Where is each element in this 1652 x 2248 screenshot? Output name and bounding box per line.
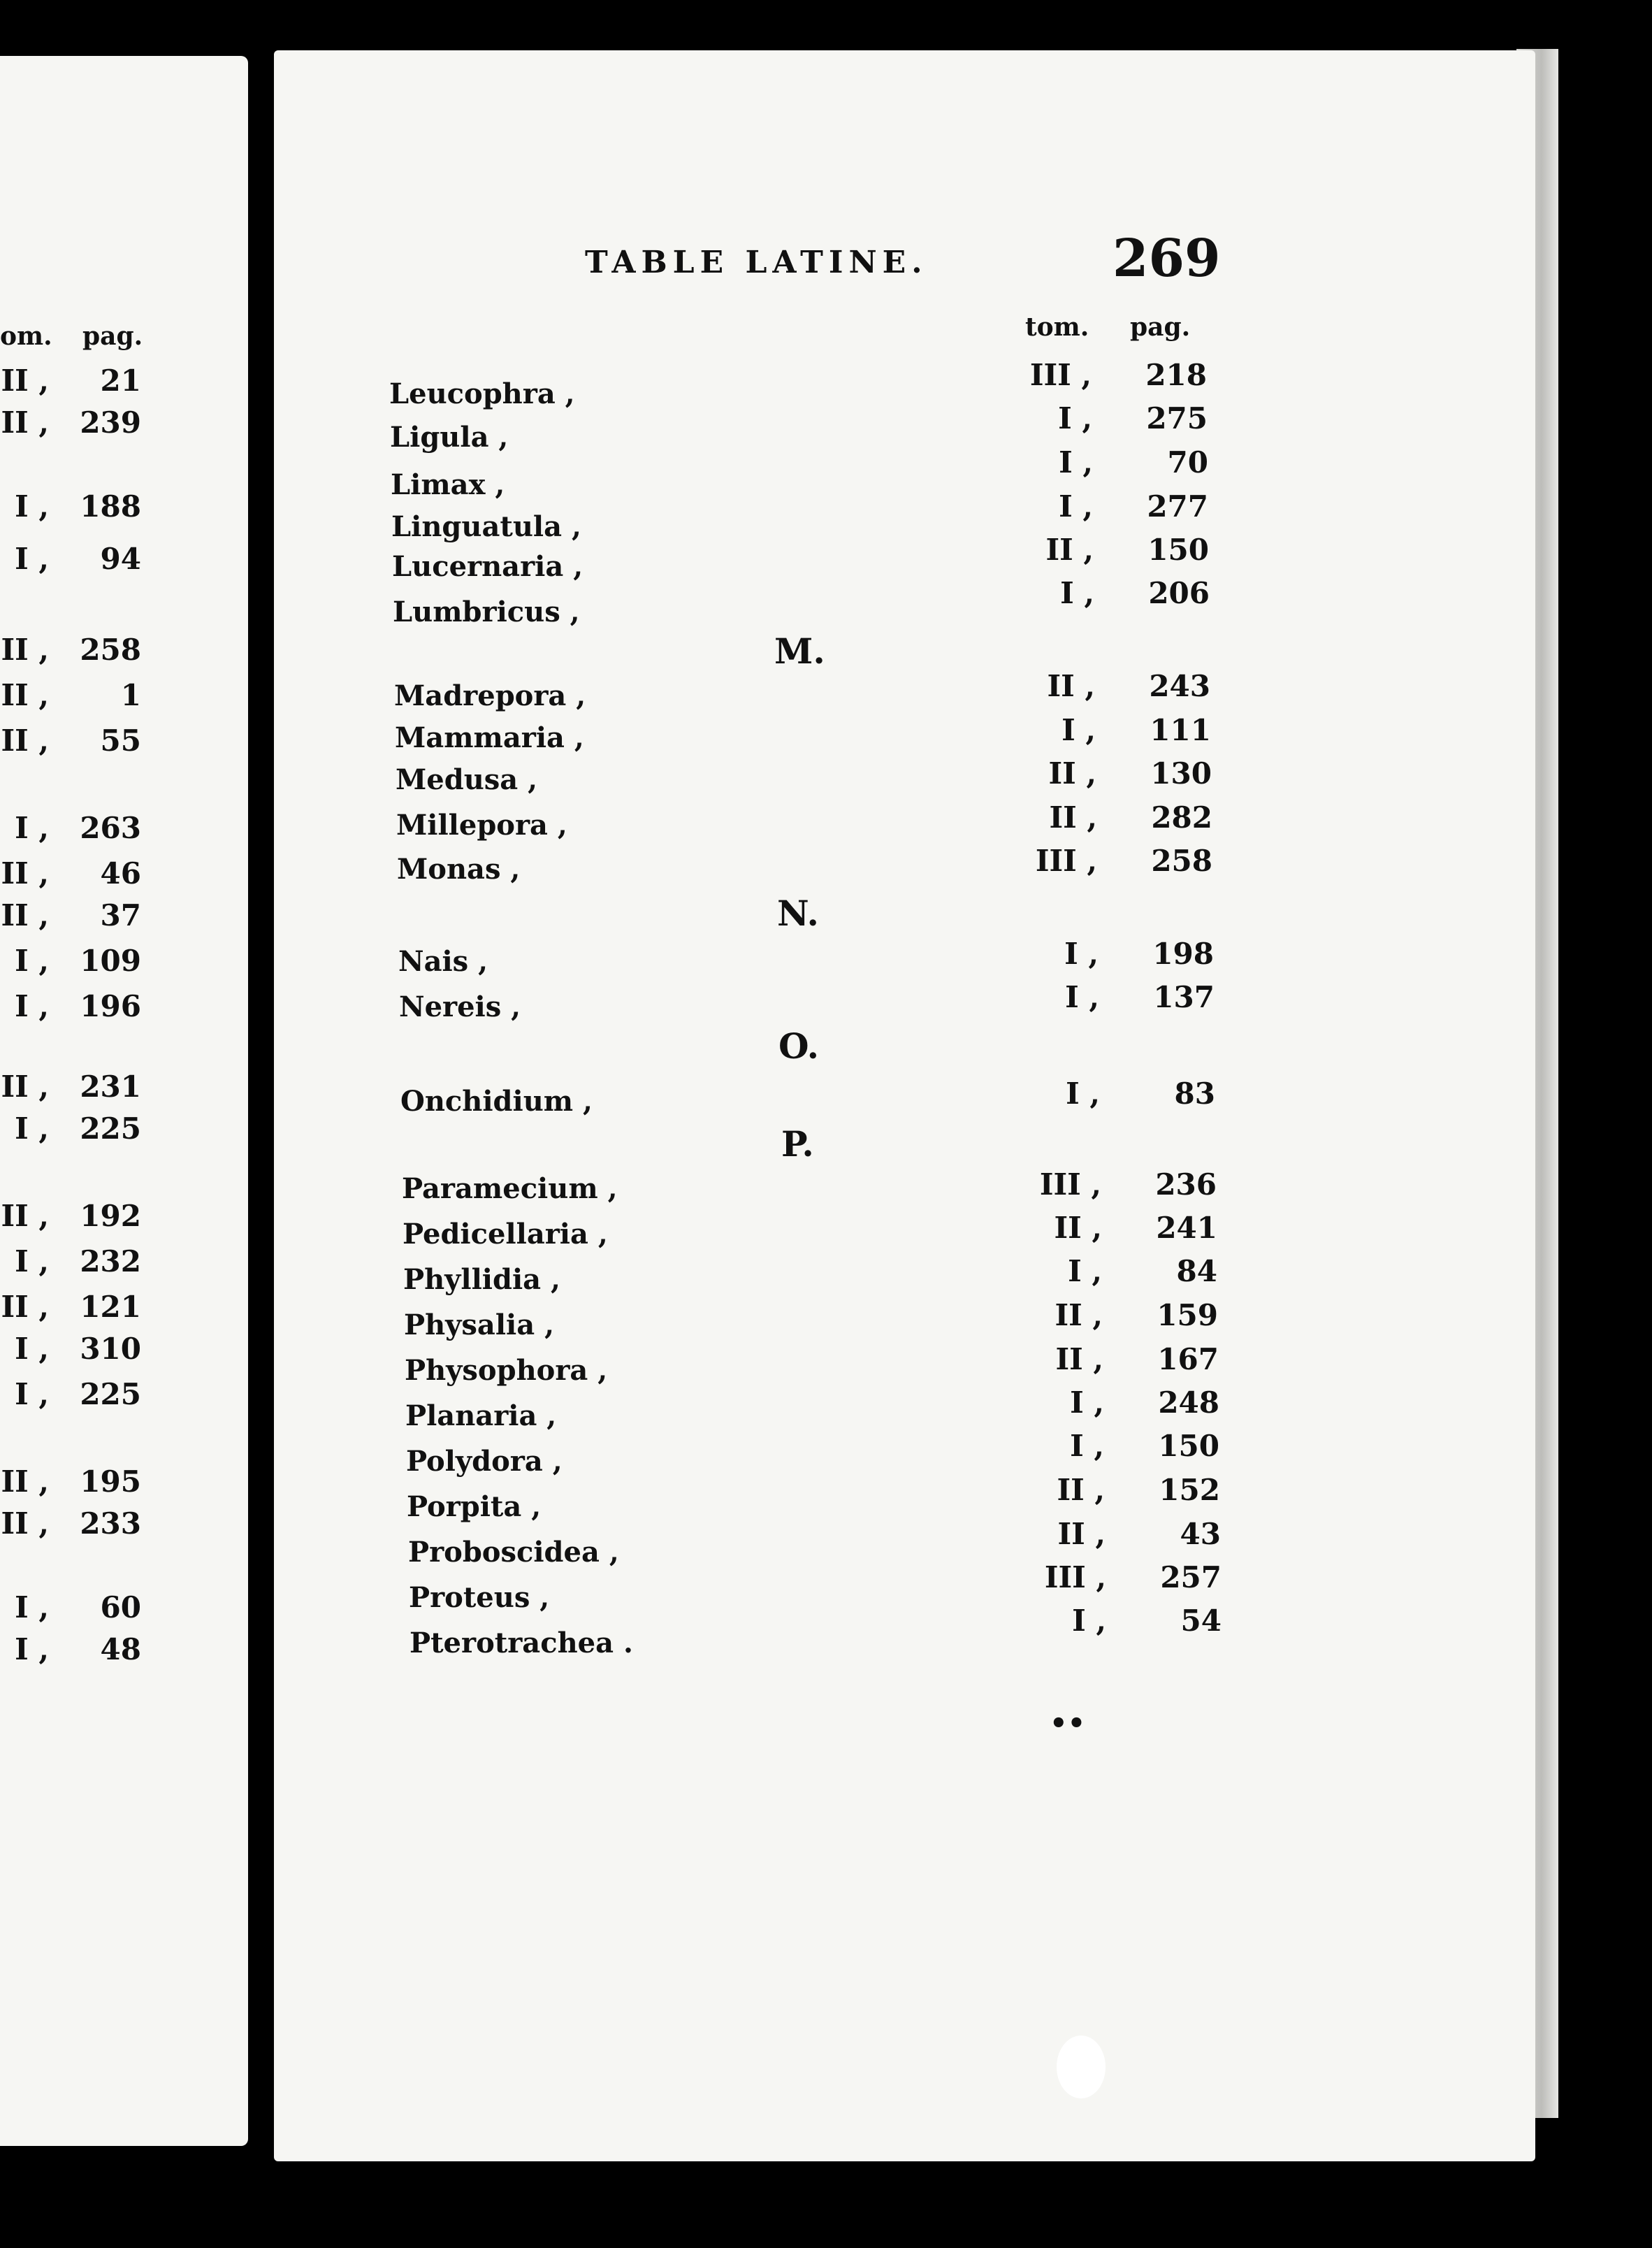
left-entry-tom: I , — [15, 1332, 49, 1366]
left-entry-tom: I , — [15, 811, 49, 845]
entry-pag: 43 — [1180, 1517, 1221, 1551]
left-entry-pag: 225 — [80, 1111, 141, 1146]
page-number: 269 — [1113, 229, 1221, 289]
entry-pag: 277 — [1147, 489, 1208, 524]
entry-tom: III , — [1044, 1560, 1106, 1594]
footer-mark: •• — [1050, 1707, 1086, 1740]
right-page — [274, 50, 1535, 2161]
left-entry-tom: II , — [1, 898, 49, 932]
entry-name: Millepora , — [396, 809, 567, 842]
entry-name: Pterotrachea . — [410, 1627, 633, 1659]
entry-name: Physalia , — [404, 1309, 554, 1341]
entry-name: Lucernaria , — [392, 550, 584, 583]
left-entry-tom: I , — [15, 489, 49, 524]
section-o: O. — [778, 1025, 820, 1067]
entry-pag: 150 — [1158, 1429, 1219, 1463]
entry-name: Linguatula , — [391, 510, 581, 543]
entry-name: Madrepora , — [394, 679, 586, 712]
entry-tom: II , — [1049, 800, 1097, 835]
entry-pag: 241 — [1156, 1211, 1217, 1245]
entry-tom: I , — [1059, 445, 1093, 480]
entry-name: Physophora , — [405, 1354, 608, 1387]
left-entry-tom: II , — [1, 1506, 49, 1541]
paper-blemish — [1057, 2036, 1106, 2098]
left-page — [0, 56, 248, 2146]
entry-tom: I , — [1068, 1254, 1102, 1288]
left-entry-pag: 195 — [80, 1464, 141, 1499]
entry-name: Paramecium , — [402, 1172, 618, 1205]
entry-tom: II , — [1054, 1211, 1102, 1245]
entry-tom: II , — [1048, 756, 1096, 791]
left-entry-tom: II , — [1, 405, 49, 440]
entry-tom: I , — [1065, 980, 1099, 1014]
left-entry-pag: 1 — [120, 678, 141, 712]
entry-pag: 137 — [1153, 980, 1215, 1014]
left-entry-tom: II , — [1, 723, 49, 758]
entry-pag: 198 — [1152, 937, 1214, 971]
left-entry-pag: 233 — [80, 1506, 141, 1541]
entry-pag: 54 — [1180, 1604, 1222, 1638]
entry-name: Proboscidea , — [408, 1536, 619, 1569]
entry-pag: 218 — [1145, 358, 1207, 392]
entry-tom: I , — [1059, 489, 1093, 524]
entry-tom: II , — [1045, 533, 1094, 567]
entry-name: Mammaria , — [395, 721, 584, 754]
left-entry-pag: 239 — [80, 405, 141, 440]
left-entry-pag: 263 — [80, 811, 141, 845]
left-entry-tom: II , — [1, 856, 49, 891]
left-entry-pag: 21 — [100, 363, 141, 398]
entry-pag: 83 — [1174, 1076, 1215, 1111]
left-entry-tom: II , — [1, 1464, 49, 1499]
left-entry-tom: I , — [15, 1377, 49, 1411]
entry-tom: I , — [1070, 1429, 1104, 1463]
left-entry-pag: 232 — [80, 1244, 141, 1278]
left-entry-pag: 310 — [80, 1332, 141, 1366]
section-m: M. — [774, 631, 825, 672]
entry-pag: 236 — [1155, 1167, 1217, 1202]
entry-name: Onchidium , — [400, 1085, 593, 1118]
section-p: P. — [781, 1123, 814, 1165]
col-pag: pag. — [1130, 312, 1191, 342]
entry-tom: I , — [1070, 1385, 1104, 1420]
left-entry-tom: I , — [15, 944, 49, 978]
entry-name: Nais , — [398, 945, 488, 978]
entry-tom: I , — [1060, 576, 1094, 610]
entry-pag: 84 — [1176, 1254, 1217, 1288]
entry-pag: 275 — [1146, 401, 1208, 435]
left-entry-pag: 48 — [100, 1632, 141, 1666]
left-entry-tom: II , — [1, 678, 49, 712]
left-entry-tom: II , — [1, 1069, 49, 1104]
entry-name: Porpita , — [407, 1490, 542, 1523]
entry-name: Proteus , — [409, 1581, 550, 1614]
left-col-pag: pag. — [82, 322, 143, 351]
entry-name: Planaria , — [405, 1399, 557, 1432]
left-entry-pag: 37 — [100, 898, 141, 932]
entry-pag: 258 — [1151, 844, 1212, 878]
entry-tom: I , — [1066, 1076, 1100, 1111]
page-header: TABLE LATINE. — [585, 245, 928, 280]
section-n: N. — [777, 893, 819, 934]
entry-name: Medusa , — [396, 763, 538, 796]
left-entry-tom: I , — [15, 542, 49, 576]
entry-name: Phyllidia , — [403, 1263, 560, 1296]
entry-pag: 206 — [1148, 576, 1210, 610]
entry-tom: II , — [1057, 1473, 1105, 1507]
left-entry-pag: 192 — [80, 1199, 141, 1233]
entry-pag: 130 — [1150, 756, 1212, 791]
entry-tom: I , — [1064, 937, 1099, 971]
entry-name: Polydora , — [406, 1445, 563, 1478]
entry-tom: I , — [1072, 1604, 1106, 1638]
left-entry-pag: 196 — [80, 989, 141, 1023]
left-col-tom: om. — [0, 322, 52, 351]
entry-tom: III , — [1035, 844, 1097, 878]
entry-pag: 152 — [1159, 1473, 1220, 1507]
entry-name: Limax , — [391, 468, 505, 501]
left-entry-pag: 109 — [80, 944, 141, 978]
entry-pag: 111 — [1150, 713, 1211, 747]
entry-tom: III , — [1039, 1167, 1101, 1202]
left-entry-pag: 121 — [80, 1290, 141, 1324]
entry-name: Ligula , — [390, 421, 509, 454]
entry-tom: II , — [1047, 669, 1095, 703]
entry-pag: 150 — [1147, 533, 1209, 567]
left-entry-tom: I , — [15, 989, 49, 1023]
entry-tom: II , — [1055, 1298, 1103, 1332]
entry-tom: II , — [1055, 1342, 1103, 1376]
entry-tom: I , — [1058, 401, 1092, 435]
left-entry-tom: II , — [1, 633, 49, 667]
left-entry-pag: 46 — [100, 856, 141, 891]
entry-name: Monas , — [397, 853, 521, 886]
left-entry-tom: I , — [15, 1244, 49, 1278]
entry-pag: 70 — [1167, 445, 1208, 480]
entry-name: Lumbricus , — [393, 596, 580, 628]
left-entry-pag: 94 — [100, 542, 141, 576]
left-entry-pag: 258 — [80, 633, 141, 667]
col-tom: tom. — [1025, 312, 1089, 342]
left-entry-tom: II , — [1, 363, 49, 398]
left-entry-tom: I , — [15, 1590, 49, 1624]
entry-pag: 167 — [1157, 1342, 1219, 1376]
entry-tom: III , — [1029, 358, 1092, 392]
entry-pag: 248 — [1158, 1385, 1219, 1420]
left-entry-tom: II , — [1, 1290, 49, 1324]
entry-name: Nereis , — [399, 990, 521, 1023]
left-entry-tom: II , — [1, 1199, 49, 1233]
entry-tom: II , — [1057, 1517, 1106, 1551]
left-entry-pag: 60 — [100, 1590, 141, 1624]
left-entry-pag: 231 — [80, 1069, 141, 1104]
left-entry-pag: 188 — [80, 489, 141, 524]
entry-pag: 243 — [1149, 669, 1210, 703]
entry-pag: 159 — [1157, 1298, 1218, 1332]
entry-name: Pedicellaria , — [403, 1218, 608, 1251]
left-entry-tom: I , — [15, 1111, 49, 1146]
left-entry-tom: I , — [15, 1632, 49, 1666]
entry-tom: I , — [1062, 713, 1096, 747]
left-entry-pag: 55 — [100, 723, 141, 758]
left-entry-pag: 225 — [80, 1377, 141, 1411]
entry-pag: 282 — [1151, 800, 1212, 835]
entry-name: Leucophra , — [389, 377, 575, 410]
entry-pag: 257 — [1160, 1560, 1222, 1594]
